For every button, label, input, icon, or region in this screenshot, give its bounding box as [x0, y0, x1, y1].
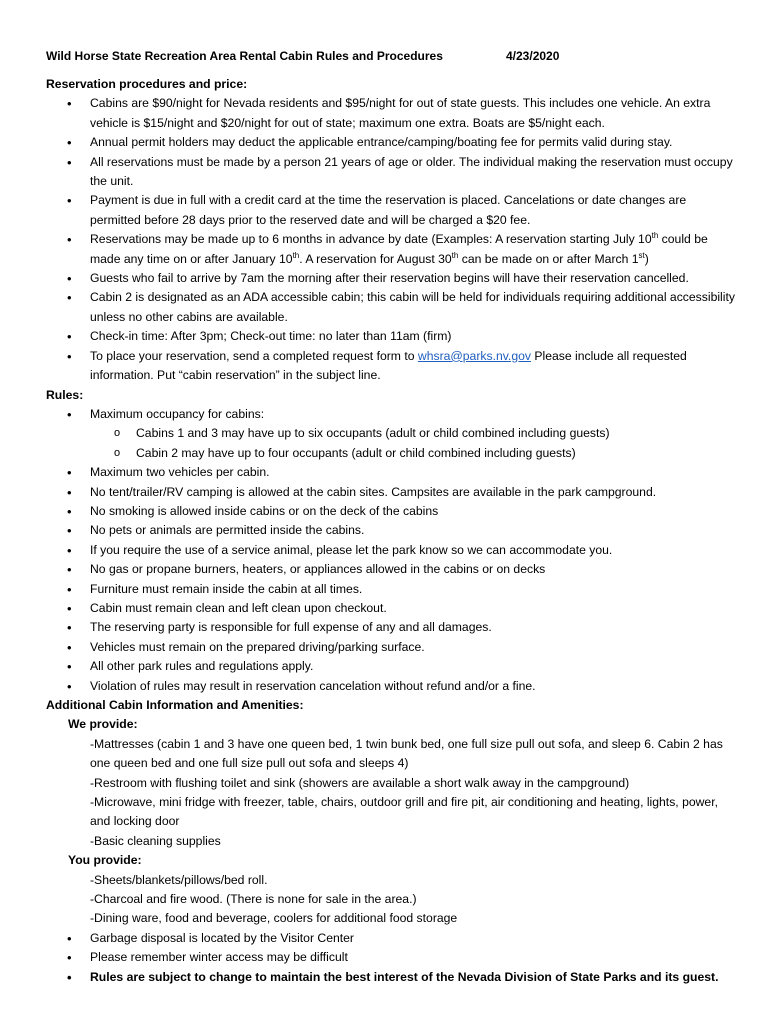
- we-provide-item: -Mattresses (cabin 1 and 3 have one queen bed, 1 twin bunk bed, one full size pull out sofa, and sleep 6. Cabin 2 has one queen bed and one full size pull out sofa and sleeps 4): [90, 736, 723, 771]
- advance-text-1: Reservations may be made up to 6 months in advance by date (Examples: A reservation starting July 10: [90, 232, 652, 247]
- list-item: • No gas or propane burners, heaters, or appliances allowed in the cabins or on decks: [46, 560, 736, 579]
- list-item: • Check-in time: After 3pm; Check-out time: no later than 11am (firm): [46, 327, 736, 346]
- list-item: • All reservations must be made by a person 21 years of age or older. The individual making the reservation must occupy the unit.: [46, 153, 736, 192]
- list-item: • Vehicles must remain on the prepared driving/parking surface.: [46, 638, 736, 657]
- list-item: • The reserving party is responsible for full expense of any and all damages.: [46, 618, 736, 637]
- reservation-heading: Reservation procedures and price:: [46, 77, 248, 91]
- document-header: [46, 47, 736, 65]
- list-item: • Cabin must remain clean and left clean upon checkout.: [46, 599, 736, 618]
- advance-sup-1: th: [651, 231, 659, 241]
- rules-list-continued: [46, 463, 736, 696]
- document-title: Wild Horse State Recreation Area Rental Cabin Rules and Procedures: [46, 49, 443, 63]
- occupancy-sublist: [46, 424, 736, 463]
- list-item: • All other park rules and regulations apply.: [46, 657, 736, 676]
- list-item: • Garbage disposal is located by the Visitor Center: [46, 929, 736, 948]
- final-note: • Rules are subject to change to maintain the best interest of the Nevada Division of State Parks and its guest.: [46, 968, 736, 987]
- contact-text-before: To place your reservation, send a completed request form to: [90, 348, 418, 363]
- sublist-item: o Cabin 2 may have up to four occupants (adult or child combined including guests): [46, 444, 736, 463]
- list-item: • No pets or animals are permitted inside the cabins.: [46, 521, 736, 540]
- list-item: • Please remember winter access may be difficult: [46, 948, 736, 967]
- list-item: • Violation of rules may result in reservation cancelation without refund and/or a fine.: [46, 677, 736, 696]
- advance-text-3: . A reservation for August 30: [299, 251, 452, 266]
- advance-text-5: ): [644, 251, 649, 266]
- list-item: • If you require the use of a service animal, please let the park know so we can accommodate you.: [46, 541, 736, 560]
- you-provide-item: -Dining ware, food and beverage, coolers for additional food storage: [90, 911, 458, 926]
- we-provide-item: -Restroom with flushing toilet and sink (showers are available a short walk away in the campground): [90, 775, 630, 790]
- list-item-contact: [46, 347, 736, 386]
- contact-text-after: Please include all requested information. Put “cabin reservation” in the subject line.: [90, 348, 687, 383]
- document-body: [46, 47, 736, 987]
- list-item: • Annual permit holders may deduct the applicable entrance/camping/boating fee for permits valid during stay.: [46, 133, 736, 152]
- list-item: • No smoking is allowed inside cabins or on the deck of the cabins: [46, 502, 736, 521]
- you-provide-item: -Charcoal and fire wood. (There is none for sale in the area.): [90, 892, 417, 907]
- you-provide-heading: You provide:: [68, 853, 142, 868]
- you-provide-item: -Sheets/blankets/pillows/bed roll.: [90, 872, 268, 887]
- sublist-item: o Cabins 1 and 3 may have up to six occupants (adult or child combined including guests): [46, 424, 736, 443]
- we-provide-heading: We provide:: [68, 717, 138, 732]
- list-item: • Furniture must remain inside the cabin at all times.: [46, 580, 736, 599]
- advance-sup-3: th: [451, 250, 459, 260]
- list-item: • Maximum two vehicles per cabin.: [46, 463, 736, 482]
- reservation-list: [46, 94, 736, 385]
- rules-list: [46, 405, 736, 424]
- list-item-occupancy: [46, 405, 736, 424]
- rules-heading: Rules:: [46, 387, 84, 402]
- list-item: • Payment is due in full with a credit card at the time the reservation is placed. Cancelations or date changes are permitted before 28 days prior to the reserved date and will be charged a $20 fee.: [46, 191, 736, 230]
- list-item: • No tent/trailer/RV camping is allowed at the cabin sites. Campsites are available in the park campground.: [46, 483, 736, 502]
- list-item-advance-booking: [46, 230, 736, 269]
- additional-notes-list: [46, 929, 736, 987]
- email-link[interactable]: whsra@parks.nv.gov: [417, 348, 531, 363]
- list-item: • Cabins are $90/night for Nevada residents and $95/night for out of state guests. This includes one vehicle. An extra vehicle is $15/night and $20/night for out of state; maximum one extra. Boats are $5/night each.: [46, 94, 736, 133]
- advance-text-4: can be made on or after March 1: [458, 251, 639, 266]
- advance-sup-4: st: [638, 250, 645, 260]
- list-item: • Cabin 2 is designated as an ADA accessible cabin; this cabin will be held for individuals requiring additional accessibility unless no other cabins are available.: [46, 288, 736, 327]
- we-provide-item: -Microwave, mini fridge with freezer, table, chairs, outdoor grill and fire pit, air conditioning and heating, lights, power, and locking door: [90, 795, 718, 829]
- list-item: • Guests who fail to arrive by 7am the morning after their reservation begins will have their reservation cancelled.: [46, 269, 736, 288]
- advance-text-2: could be made any time on or after January 10: [90, 232, 708, 266]
- document-date: 4/23/2020: [506, 49, 560, 63]
- occupancy-label: Maximum occupancy for cabins:: [90, 406, 265, 421]
- additional-heading: Additional Cabin Information and Amenities:: [46, 698, 304, 712]
- we-provide-item: -Basic cleaning supplies: [90, 833, 221, 848]
- advance-sup-2: th: [292, 250, 300, 260]
